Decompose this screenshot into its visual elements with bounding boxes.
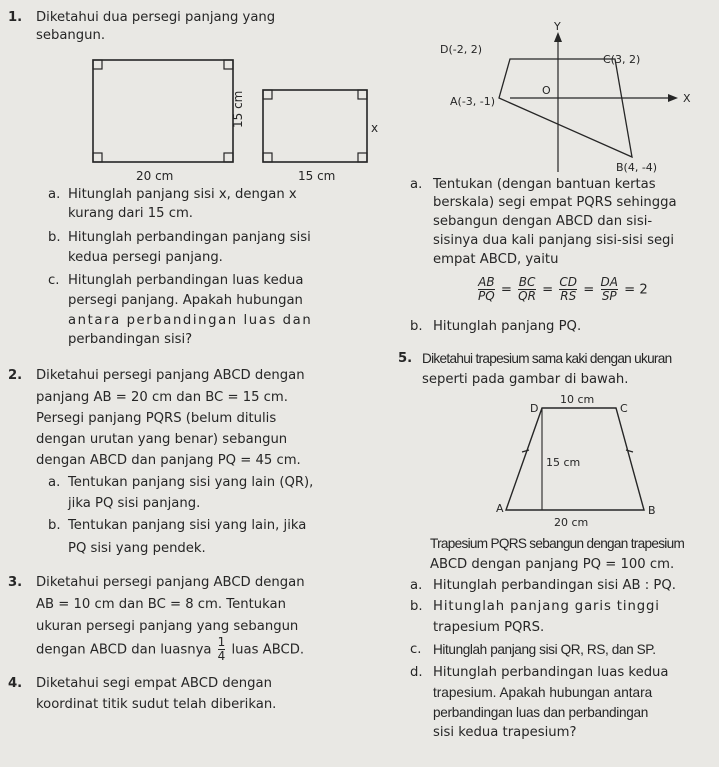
problem-2b-line-2: PQ sisi yang pendek. xyxy=(68,541,206,556)
problem-4-line-1: Diketahui segi empat ABCD dengan xyxy=(36,676,272,691)
problem-2b-line-1: Tentukan panjang sisi yang lain, jika xyxy=(68,518,307,533)
problem-1c-label: c. xyxy=(48,273,60,288)
problem-5a-label: a. xyxy=(410,578,423,593)
problem-2a-label: a. xyxy=(48,475,61,490)
problem-4a-line-2: berskala) segi empat PQRS sehingga xyxy=(433,195,677,210)
problem-3-number: 3. xyxy=(8,575,23,590)
problem-5-intro-line-2: seperti pada gambar di bawah. xyxy=(422,372,629,387)
problem-1c-line-4: perbandingan sisi? xyxy=(68,332,193,347)
problem-2-line-4: dengan urutan yang benar) sebangun xyxy=(36,432,288,447)
problem-2b-label: b. xyxy=(48,518,61,533)
ratio-ab-pq: $\frac{AB}{PQ}$ xyxy=(478,275,495,303)
problem-4a-line-1: Tentukan (dengan bantuan kertas xyxy=(433,177,656,192)
ratio-da-sp: $\frac{DA}{SP}$ xyxy=(600,275,618,303)
problem-2a-line-2: jika PQ sisi panjang. xyxy=(68,496,201,511)
problem-5c-label: c. xyxy=(410,642,422,657)
problem-1a-line-2: kurang dari 15 cm. xyxy=(68,206,194,221)
small-rectangle-height-label: x xyxy=(371,121,379,135)
problem-3-line-1: Diketahui persegi panjang ABCD dengan xyxy=(36,575,305,590)
problem-5d-line-3: perbandingan luas dan perbandingan xyxy=(433,705,649,720)
point-a-label: A(-3, -1) xyxy=(450,95,496,108)
problem-5c-line-1: Hitunglah panjang sisi QR, RS, dan SP. xyxy=(433,642,656,657)
problem-4a-label: a. xyxy=(410,177,423,192)
problem-1-rectangles-figure xyxy=(78,52,398,184)
problem-4b-line-1: Hitunglah panjang PQ. xyxy=(433,319,582,334)
one-quarter-fraction xyxy=(218,636,226,663)
ratio-value: = 2 xyxy=(624,282,648,298)
problem-5a-line-1: Hitunglah perbandingan sisi AB : PQ. xyxy=(433,578,676,593)
problem-1-number: 1. xyxy=(8,10,23,25)
origin-label: O xyxy=(542,84,551,97)
problem-4b-label: b. xyxy=(410,319,423,334)
problem-3-line-2: AB = 10 cm dan BC = 8 cm. Tentukan xyxy=(36,597,286,612)
vertex-d-label: D xyxy=(530,402,539,415)
x-axis-label: X xyxy=(683,92,691,105)
vertex-a-label: A xyxy=(496,502,504,515)
problem-5b-label: b. xyxy=(410,599,423,614)
trapezoid-top-label: 10 cm xyxy=(560,393,595,406)
large-rectangle-height-label: 15 cm xyxy=(231,90,245,128)
problem-5-number: 5. xyxy=(398,351,413,366)
problem-5-intro-line-1: Diketahui trapesium sama kaki dengan ukuran xyxy=(422,351,672,366)
point-c-label: C(3, 2) xyxy=(603,53,641,66)
problem-4a-line-3: sebangun dengan ABCD dan sisi- xyxy=(433,214,653,229)
problem-5-caption: Trapesium PQRS sebangun dengan trapesium xyxy=(430,536,685,551)
problem-1-intro-line-1: Diketahui dua persegi panjang yang xyxy=(36,10,276,25)
problem-5-trapezoid-figure xyxy=(492,390,672,530)
vertex-c-label: C xyxy=(620,402,628,415)
problem-5b-line-2: trapesium PQRS. xyxy=(433,620,545,635)
y-axis-label: Y xyxy=(554,22,561,33)
problem-4a-line-4: sisinya dua kali panjang sisi-sisi segi xyxy=(433,233,675,248)
problem-1a-line-1: Hitunglah panjang sisi x, dengan x xyxy=(68,187,297,202)
ratio-cd-rs: $\frac{CD}{RS}$ xyxy=(559,275,578,303)
problem-3-line-4-suffix: luas ABCD. xyxy=(231,642,305,658)
fraction-numerator: 1 xyxy=(217,635,226,649)
problem-2-line-5: dengan ABCD dan panjang PQ = 45 cm. xyxy=(36,453,301,468)
problem-4-number: 4. xyxy=(8,676,23,691)
y-axis-arrow-icon xyxy=(554,32,562,42)
problem-2a-line-1: Tentukan panjang sisi yang lain (QR), xyxy=(68,475,314,490)
large-rectangle-width-label: 20 cm xyxy=(136,169,174,183)
large-rectangle xyxy=(93,60,233,162)
problem-1b-line-1: Hitunglah perbandingan panjang sisi xyxy=(68,230,311,245)
problem-5d-label: d. xyxy=(410,665,423,680)
fraction-denominator: 4 xyxy=(217,649,226,663)
trapezoid-height-label: 15 cm xyxy=(546,456,581,469)
problem-3-line-4 xyxy=(36,636,304,663)
problem-1c-line-3: antara perbandingan luas dan xyxy=(68,313,313,328)
problem-5-caption-line-2: ABCD dengan panjang PQ = 100 cm. xyxy=(430,557,675,572)
problem-1b-label: b. xyxy=(48,230,61,245)
x-axis-arrow-icon xyxy=(668,94,678,102)
problem-1a-label: a. xyxy=(48,187,61,202)
problem-1b-line-2: kedua persegi panjang. xyxy=(68,250,223,265)
trapezoid-bottom-label: 20 cm xyxy=(554,516,589,529)
point-d-label: D(-2, 2) xyxy=(440,43,483,56)
problem-4-coordinate-graph xyxy=(440,22,700,174)
problem-1-intro-line-2: sebangun. xyxy=(36,28,106,43)
problem-5d-line-2: trapesium. Apakah hubungan antara xyxy=(433,685,653,700)
small-rectangle xyxy=(263,90,367,162)
vertex-b-label: B xyxy=(648,504,656,517)
problem-1c-line-1: Hitunglah perbandingan luas kedua xyxy=(68,273,304,288)
problem-3-line-3: ukuran persegi panjang yang sebangun xyxy=(36,619,299,634)
problem-4a-line-5: empat ABCD, yaitu xyxy=(433,252,559,267)
problem-2-line-1: Diketahui persegi panjang ABCD dengan xyxy=(36,368,305,383)
problem-1c-line-2: persegi panjang. Apakah hubungan xyxy=(68,293,303,308)
problem-5d-line-4: sisi kedua trapesium? xyxy=(433,725,577,740)
point-b-label: B(4, -4) xyxy=(616,161,658,174)
ratio-bc-qr: $\frac{BC}{QR}$ xyxy=(518,275,536,303)
problem-2-line-3: Persegi panjang PQRS (belum ditulis xyxy=(36,411,277,426)
ratio-equation: $\frac{AB}{PQ}$ = $\frac{BC}{QR}$ = $\frac{CD}{RS}$ = $\frac{DA}{SP}$ = 2 xyxy=(478,275,648,303)
problem-4-line-2: koordinat titik sudut telah diberikan. xyxy=(36,697,277,712)
problem-5b-line-1: Hitunglah panjang garis tinggi xyxy=(433,599,660,614)
problem-5d-line-1: Hitunglah perbandingan luas kedua xyxy=(433,665,669,680)
quadrilateral-abcd xyxy=(499,59,632,157)
small-rectangle-width-label: 15 cm xyxy=(298,169,336,183)
problem-2-line-2: panjang AB = 20 cm dan BC = 15 cm. xyxy=(36,390,288,405)
problem-2-number: 2. xyxy=(8,368,23,383)
problem-3-line-4-prefix: dengan ABCD dan luasnya xyxy=(36,642,212,658)
